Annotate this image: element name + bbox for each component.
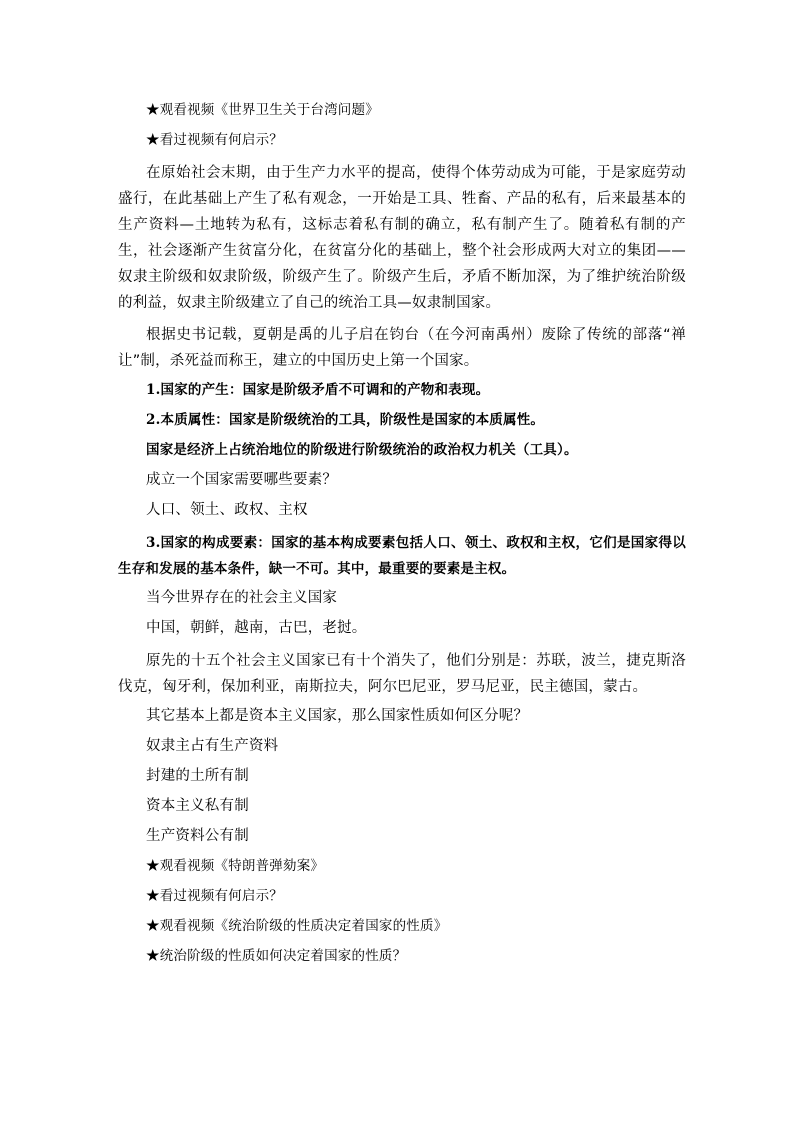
document-body (118, 100, 686, 976)
video-prompt-trump: ★观看视频《特朗普弹劾案》 (146, 858, 325, 874)
point-essence: 2.本质属性：国家是阶级统治的工具，阶级性是国家的本质属性。 (146, 412, 545, 428)
ownership-slave: 奴隶主占有生产资料 (146, 738, 279, 754)
ownership-public: 生产资料公有制 (146, 828, 249, 844)
paragraph-xia-dynasty: 根据史书记载，夏朝是禹的儿子启在钧台（在今河南禹州）废除了传统的部落“禅让”制，杀死益而称王，建立的中国历史上第一个国家。 (118, 327, 686, 369)
question-class-nature: ★统治阶级的性质如何决定着国家的性质？ (146, 948, 407, 964)
video-prompt-class: ★观看视频《统治阶级的性质决定着国家的性质》 (146, 918, 448, 934)
heading-socialist-countries: 当今世界存在的社会主义国家 (146, 590, 338, 606)
paragraph-origin-of-state: 在原始社会末期，由于生产力水平的提高，使得个体劳动成为可能，于是家庭劳动盛行，在此基础上产生了私有观念，一开始是工具、牲畜、产品的私有，后来最基本的生产资料—土地转为私有，这标志着私有制的确立，私有制产生了。随着私有制的产生，社会逐渐产生贫富分化，在贫富分化的基础上，整个社会形成两大对立的集团——奴隶主阶级和奴隶阶级，阶级产生了。阶级产生后，矛盾不断加深，为了维护统治阶级的利益，奴隶主阶级建立了自己的统治工具—奴隶制国家。 (118, 165, 686, 311)
ownership-capitalist: 资本主义私有制 (146, 798, 249, 814)
point-elements: 3.国家的构成要素：国家的基本构成要素包括人口、领土、政权和主权，它们是国家得以生存和发展的基本条件，缺一不可。其中，最重要的要素是主权。 (118, 535, 686, 577)
video-question: ★看过视频有何启示？ (146, 132, 283, 148)
ownership-feudal: 封建的土所有制 (146, 768, 249, 784)
paragraph-former-socialist: 原先的十五个社会主义国家已有十个消失了，他们分别是：苏联，波兰，捷克斯洛伐克，匈牙利，保加利亚，南斯拉夫，阿尔巴尼亚，罗马尼亚，民主德国，蒙古。 (118, 653, 686, 695)
video-prompt-taiwan: ★观看视频《世界卫生关于台湾问题》 (146, 102, 379, 118)
video-question-2: ★看过视频有何启示？ (146, 888, 283, 904)
answer-elements: 人口、领土、政权、主权 (146, 502, 308, 518)
point-definition: 国家是经济上占统治地位的阶级进行阶级统治的政治权力机关（工具）。 (146, 442, 578, 458)
question-elements: 成立一个国家需要哪些要素？ (146, 472, 338, 488)
question-nature: 其它基本上都是资本主义国家，那么国家性质如何区分呢？ (146, 708, 529, 724)
point-origin: 1.国家的产生：国家是阶级矛盾不可调和的产物和表现。 (146, 382, 490, 398)
list-socialist-countries: 中国，朝鲜，越南，古巴，老挝。 (146, 620, 367, 636)
